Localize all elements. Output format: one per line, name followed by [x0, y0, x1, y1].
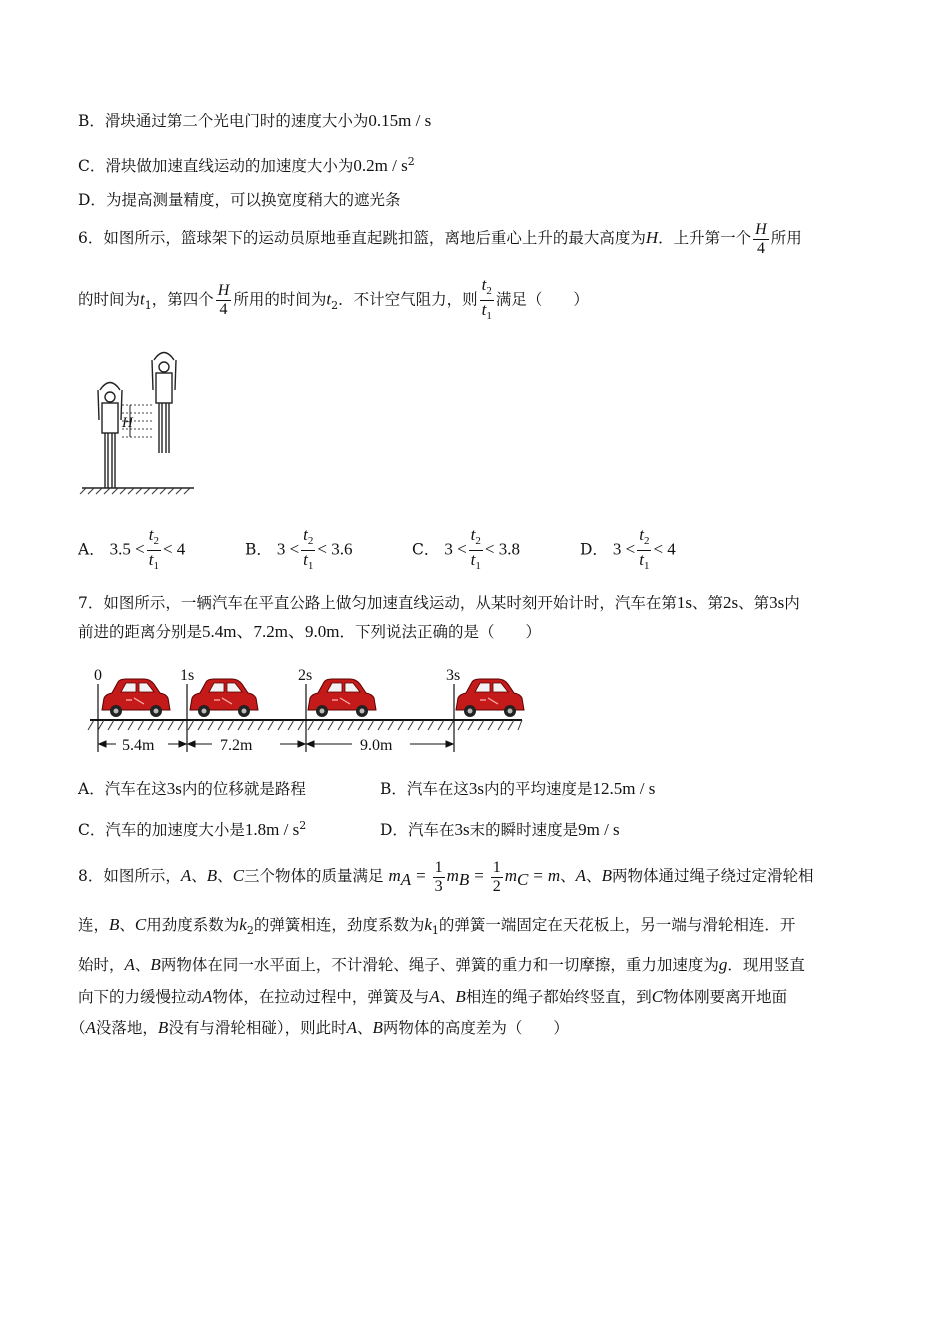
q6-option-b	[245, 526, 353, 575]
equals: =	[416, 866, 426, 885]
subscript: 2	[475, 535, 481, 548]
text: 始时，	[78, 956, 125, 974]
q7-option-b	[380, 777, 655, 799]
text: 物体，在拉动过程中，弹簧及与	[212, 988, 430, 1006]
car-at-3s	[456, 679, 524, 717]
text: 、第	[738, 594, 770, 612]
text: ，第四个	[151, 290, 214, 309]
var-c: C	[134, 915, 147, 934]
option-text: 内的位移就是路程	[181, 780, 306, 798]
text: 、	[119, 916, 135, 934]
text: 所用的时间为	[233, 290, 327, 309]
q7-option-d	[380, 818, 620, 840]
var-k: k	[239, 915, 247, 934]
option-label: D．	[78, 191, 106, 209]
text: 相连的绳子都始终竖直，到	[465, 988, 652, 1006]
var-t: t	[303, 550, 308, 570]
frac-den: 4	[753, 239, 769, 258]
var-a: A	[575, 866, 587, 885]
value: 3s	[769, 593, 785, 612]
subscript: 1	[486, 310, 492, 323]
var-t: t	[303, 525, 308, 544]
option-value: 0.15m / s	[368, 111, 432, 130]
text: 、	[560, 867, 576, 885]
text: 、	[356, 1019, 373, 1037]
figure-label-h: H	[122, 415, 133, 431]
var-b: B	[157, 1018, 169, 1037]
frac-num: 1	[492, 858, 501, 876]
text: ．不计空气阻力，则	[338, 290, 478, 309]
option-label: B．	[245, 540, 272, 559]
fraction-t2-t1	[637, 526, 651, 575]
subscript: C	[517, 870, 529, 890]
var-a: A	[180, 866, 192, 885]
text: 用劲度系数为	[146, 916, 240, 934]
option-label: B．	[380, 780, 407, 798]
subscript: 1	[153, 560, 159, 573]
fraction-t2-t1	[480, 276, 494, 325]
subscript: B	[458, 870, 470, 890]
option-lower: 3 <	[612, 539, 636, 559]
var-t: t	[470, 550, 476, 570]
frac-den: 4	[216, 300, 232, 319]
option-text: 汽车在	[407, 821, 455, 839]
q8-line-1	[78, 856, 813, 900]
var-m: m	[547, 866, 561, 885]
value: 1s	[676, 593, 692, 612]
text: 、	[134, 956, 151, 974]
time-label-0: 0	[94, 667, 102, 684]
var-h: H	[645, 228, 659, 247]
text: 连，	[78, 916, 110, 934]
subscript: 2	[643, 535, 650, 548]
q5-option-c	[78, 151, 415, 177]
option-label: C．	[412, 540, 440, 559]
distance-label-2: 7.2m	[220, 737, 253, 754]
text: 向下的力缓慢拉动	[78, 988, 203, 1006]
q7-option-c	[78, 818, 306, 840]
text: ．现用竖直	[727, 956, 805, 974]
text: 两物体的高度差为（ ）	[382, 1019, 569, 1037]
var-a: A	[124, 955, 135, 974]
subscript: 1	[307, 560, 314, 573]
superscript: 2	[407, 155, 415, 168]
q5-option-d	[78, 189, 400, 211]
var-m: m	[446, 866, 459, 885]
q5-option-b	[78, 110, 431, 132]
q7-line-1	[78, 592, 800, 614]
fraction-1-3	[433, 859, 445, 896]
text: 三个物体的质量满足	[244, 867, 384, 885]
q6-option-c	[412, 526, 520, 575]
var-t: t	[481, 300, 487, 320]
q7-option-a	[78, 777, 306, 799]
q6-line-1	[78, 218, 802, 258]
option-text: 滑块通过第二个光电门时的速度大小为	[104, 112, 369, 130]
option-value: 3s	[468, 779, 485, 798]
option-value: 3s	[454, 820, 470, 839]
var-g: g	[718, 955, 728, 974]
var-b: B	[109, 915, 120, 934]
frac-den: 2	[492, 877, 501, 895]
subscript: 1	[643, 560, 650, 573]
value: 5.4m、7.2m、9.0m	[202, 622, 340, 641]
car-at-2s	[308, 679, 376, 717]
subscript: 2	[246, 924, 254, 938]
option-text: 为提高测量精度，可以换宽度稍大的遮光条	[105, 191, 401, 209]
option-label: B．	[78, 112, 105, 130]
q6-option-d	[580, 526, 676, 575]
value: 2s	[723, 593, 739, 612]
q8-line-4	[78, 986, 787, 1008]
option-text: 内的平均速度是	[484, 780, 593, 798]
text: 满足（ ）	[495, 290, 589, 309]
subscript: 1	[144, 298, 152, 312]
text: 内	[784, 594, 800, 612]
option-text: 滑块做加速直线运动的加速度大小为	[105, 157, 354, 176]
q6-option-a	[78, 526, 185, 575]
option-text: 汽车在这	[104, 780, 167, 798]
car-at-0	[102, 679, 170, 717]
option-label: C．	[78, 157, 106, 176]
frac-num: H	[755, 220, 767, 238]
fraction-t2-t1	[469, 526, 483, 575]
text: 、	[191, 867, 207, 885]
q8-line-5	[70, 1017, 569, 1039]
q8-line-2	[78, 914, 795, 942]
text: 、	[586, 867, 602, 885]
option-label: C．	[78, 821, 106, 839]
text: ．上升第一个	[658, 229, 752, 247]
option-value: 3s	[166, 779, 182, 798]
option-upper: < 4	[162, 539, 186, 559]
subscript: A	[400, 870, 412, 890]
text: 的弹簧相连，劲度系数为	[253, 916, 425, 934]
option-text: 汽车在这	[406, 780, 469, 798]
q7-line-2	[78, 621, 541, 643]
option-value: 1.8m / s	[244, 820, 300, 839]
subscript: 2	[307, 535, 314, 548]
text: 6．如图所示，篮球架下的运动员原地垂直起跳扣篮，离地后重心上升的最大高度为	[78, 229, 646, 247]
var-k: k	[424, 915, 432, 934]
time-label-2s: 2s	[298, 667, 313, 684]
var-t: t	[326, 289, 332, 309]
var-t: t	[148, 525, 154, 544]
text: 、	[439, 988, 456, 1006]
option-label: A．	[78, 780, 105, 798]
option-value: 9m / s	[578, 820, 620, 839]
car-at-1s	[190, 679, 258, 717]
fraction-t2-t1	[147, 526, 161, 575]
equals: =	[533, 866, 543, 885]
var-t: t	[470, 525, 476, 544]
text: 前进的距离分别是	[78, 623, 203, 641]
text: 、第	[692, 594, 724, 612]
var-m: m	[388, 866, 401, 885]
q7-figure-car-motion	[82, 664, 527, 760]
text: 的弹簧一端固定在天花板上，另一端与滑轮相连．开	[438, 916, 796, 934]
q6-line-2	[78, 276, 589, 326]
subscript: 1	[431, 924, 439, 938]
var-a: A	[202, 987, 213, 1006]
var-t: t	[639, 525, 644, 544]
frac-num: 1	[434, 858, 443, 876]
subscript: 2	[331, 298, 339, 312]
var-t: t	[481, 275, 487, 294]
option-lower: 3.5 <	[109, 539, 145, 559]
var-t: t	[148, 550, 154, 570]
var-a: A	[346, 1018, 357, 1037]
option-lower: 3 <	[276, 539, 300, 559]
text: 没有与滑轮相碰），则此时	[168, 1019, 347, 1037]
option-text: 末的瞬时速度是	[469, 821, 579, 839]
option-label: D．	[380, 821, 408, 839]
option-upper: < 3.8	[484, 539, 520, 559]
var-t: t	[639, 550, 644, 570]
time-label-1s: 1s	[180, 667, 195, 684]
superscript: 2	[299, 818, 307, 832]
var-c: C	[232, 866, 245, 885]
var-t: t	[140, 289, 145, 309]
text: ．下列说法正确的是（ ）	[339, 623, 541, 641]
option-value: 0.2m / s	[353, 156, 408, 176]
distance-label-3: 9.0m	[360, 737, 393, 754]
distance-label-1: 5.4m	[122, 737, 155, 754]
var-b: B	[601, 866, 612, 885]
text: 两物体在同一水平面上，不计滑轮、绳子、弹簧的重力和一切摩擦，重力加速度为	[160, 956, 719, 974]
fraction-1-2	[491, 859, 503, 896]
option-label: A．	[78, 540, 105, 559]
fraction-h-4	[753, 221, 769, 258]
equals: =	[474, 866, 484, 885]
var-b: B	[455, 987, 466, 1006]
var-a: A	[429, 987, 440, 1006]
subscript: 1	[475, 560, 481, 573]
text: 8．如图所示，	[78, 867, 181, 885]
fraction-t2-t1	[301, 526, 315, 575]
option-upper: < 4	[653, 539, 676, 559]
text: 、	[217, 867, 233, 885]
q8-line-3	[78, 954, 805, 976]
time-label-3s: 3s	[446, 667, 461, 684]
option-label: D．	[580, 540, 608, 559]
subscript: 2	[153, 535, 159, 548]
text: 物体刚要离开地面	[663, 988, 788, 1006]
text: 7．如图所示，一辆汽车在平直公路上做匀加速直线运动，从某时刻开始计时，汽车在第	[78, 594, 677, 612]
q6-figure-basketball-jump	[78, 345, 198, 495]
frac-num: H	[217, 282, 230, 300]
var-a: A	[85, 1018, 96, 1037]
text: 的时间为	[78, 290, 141, 309]
var-b: B	[206, 866, 218, 885]
subscript: 2	[486, 285, 492, 298]
text: 没落地，	[95, 1019, 158, 1037]
option-value: 12.5m / s	[592, 779, 656, 798]
option-text: 汽车的加速度大小是	[105, 821, 245, 839]
var-b: B	[372, 1018, 383, 1037]
fraction-h-4	[216, 282, 232, 319]
var-b: B	[150, 955, 161, 974]
text: 两物体通过绳子绕过定滑轮相	[611, 867, 814, 885]
var-m: m	[504, 866, 518, 885]
frac-den: 3	[434, 877, 443, 895]
var-c: C	[651, 987, 664, 1006]
option-upper: < 3.6	[317, 539, 353, 559]
text: （	[70, 1019, 86, 1037]
option-lower: 3 <	[444, 539, 467, 559]
text: 所用	[770, 229, 802, 247]
